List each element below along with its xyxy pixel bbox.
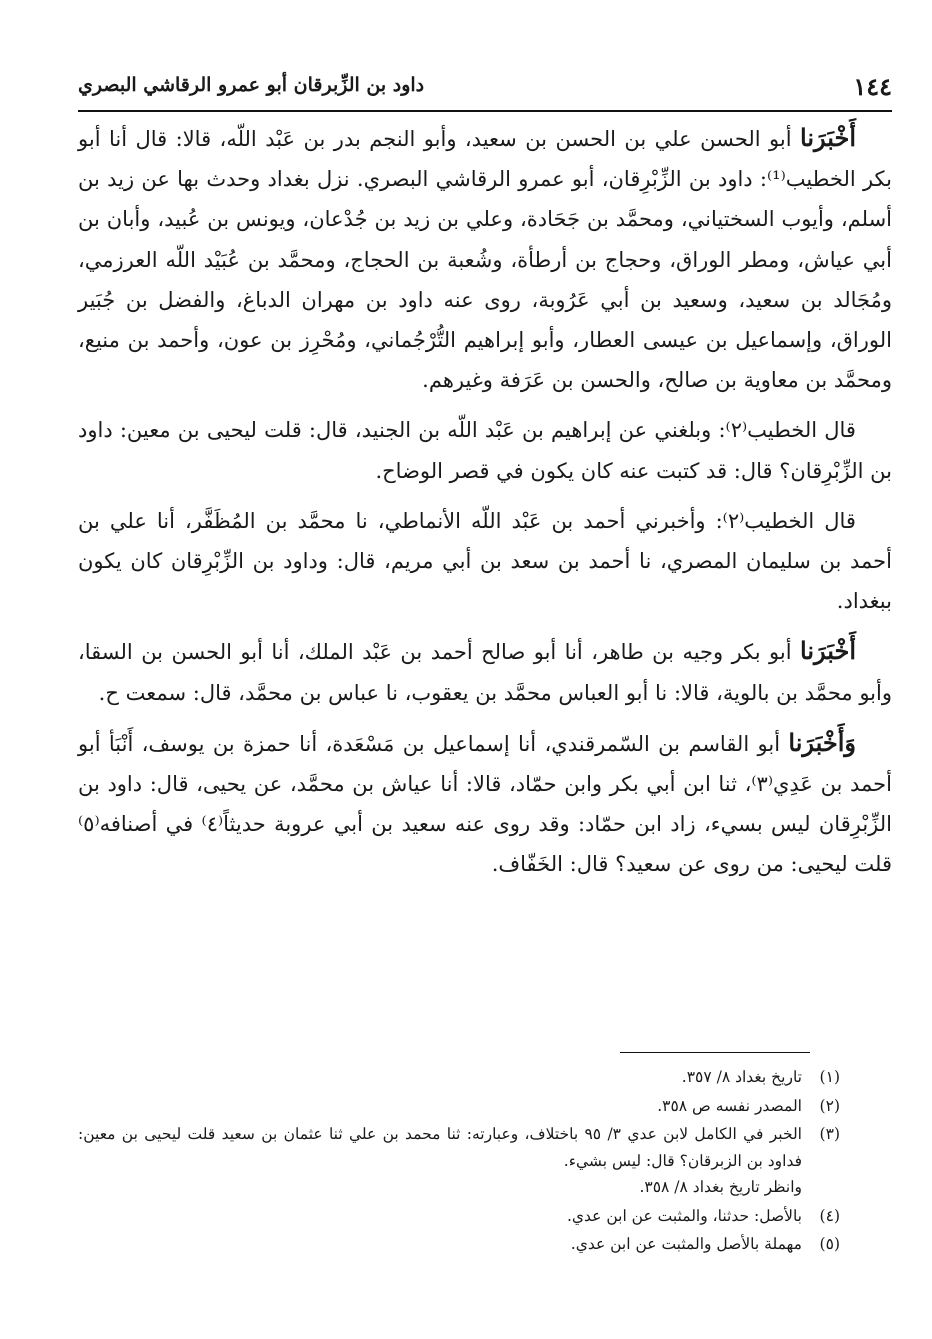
footnote-text [78, 1203, 802, 1230]
footnote-text [78, 1064, 802, 1091]
paragraph [78, 118, 892, 400]
footnote [78, 1093, 840, 1120]
paragraph [78, 631, 892, 712]
paragraph-lead-word: أَخْبَرَنا [800, 123, 856, 152]
footnote-line: المصدر نفسه ص ٣٥٨. [657, 1096, 802, 1115]
footnote-number: (١) [819, 1068, 840, 1086]
footnote [78, 1064, 840, 1091]
footnote [78, 1203, 840, 1230]
paragraph-lead-word: وَأَخْبَرَنا [788, 727, 856, 757]
paragraph [78, 723, 892, 885]
footnote-line: بالأصل: حدثنا، والمثبت عن ابن عدي. [566, 1206, 802, 1225]
running-title: داود بن الزِّبرقان أبو عمرو الرقاشي البصري [78, 74, 425, 96]
footnote-text [78, 1093, 802, 1120]
paragraph-text: أبو بكر وجيه بن طاهر، أنا أبو صالح أحمد بن عَبْد الملك، أنا أبو الحسن بن السقا، وأبو محمَّد بن بالوية، قالا: نا أبو العباس محمَّد بن يعقوب، نا عباس بن محمَّد، قال: سمعت ح. [78, 640, 892, 705]
footnote-line: وانظر تاريخ بغداد ٨/ ٣٥٨. [639, 1178, 802, 1196]
footnote-separator [620, 1052, 810, 1053]
main-text [78, 118, 892, 885]
paragraph [78, 501, 892, 622]
page-number: ١٤٤ [853, 72, 892, 101]
footnotes [78, 1064, 840, 1260]
footnote-text [78, 1121, 802, 1201]
footnote-number: (٣) [819, 1125, 840, 1143]
page-header [78, 70, 892, 112]
footnote-line: مهملة بالأصل والمثبت عن ابن عدي. [570, 1235, 802, 1253]
footnote-number: (٢) [819, 1096, 840, 1115]
footnote [78, 1121, 840, 1201]
paragraph-lead-word: أَخْبَرَنا [800, 636, 856, 666]
paragraph [78, 410, 892, 490]
paragraph-text: قال الخطيب⁽٢⁾: وبلغني عن إبراهيم بن عَبْد اللّه بن الجنيد، قال: قلت ليحيى بن معين: داود بن الزِّبْرِقان؟ قال: قد كتبت عنه كان يكون في قصر الوضاح. [78, 418, 892, 483]
paragraph-text: أبو الحسن علي بن الحسن بن سعيد، وأبو النجم بدر بن عَبْد اللّه، قالا: قال أنا أبو بكر الخطيب⁽¹⁾: داود بن الزِّبْرِقان، أبو عمرو الرقاشي البصري. نزل بغداد وحدث بها عن زيد بن أسلم، وأيوب السختياني، ومحمَّد بن جَحَادة، وعلي بن زيد بن جُدْعان، ويونس بن عُبيد، وأبان بن أبي عياش، ومطر الوراق، وحجاج بن أرطأة، وشُعبة بن الحجاج، ومحمَّد بن عُبَيْد اللّه العرزمي، ومُجَالد بن سعيد، وسعيد بن أبي عَرُوبة، روى عنه داود بن مهران الدباغ، والفضل بن جُبَير الوراق، وإسماعيل بن عيسى العطار، وأبو إبراهيم التُّرْجُماني، ومُحْرِز بن عون، وأحمد بن منيع، ومحمَّد بن معاوية بن صالح، والحسن بن عَرَفة وغيرهم. [78, 127, 892, 393]
paragraph-text: أبو القاسم بن السّمرقندي، أنا إسماعيل بن مَسْعَدة، أنا حمزة بن يوسف، أَنْبَأ أبو أحمد بن عَدِي⁽٣⁾، ثنا ابن أبي بكر وابن حمّاد، قالا: أنا عياش بن محمَّد، عن يحيى، قال: داود بن الزِّبْرِقان ليس بسيء، زاد ابن حمّاد: وقد روى عنه سعيد بن أبي عروبة حديثاً⁽٤⁾ في أصنافه⁽٥⁾ قلت ليحيى: من روى عن سعيد؟ قال: الخَفّاف. [78, 731, 892, 877]
footnote [78, 1231, 840, 1258]
footnote-text [78, 1231, 802, 1258]
footnote-line: تاريخ بغداد ٨/ ٣٥٧. [681, 1068, 802, 1086]
footnote-line: الخبر في الكامل لابن عدي ٣/ ٩٥ باختلاف، وعبارته: ثنا محمد بن علي ثنا عثمان بن سعيد قلت ليحيى بن معين: فداود بن الزبرقان؟ قال: ليس بشيء. [78, 1125, 802, 1170]
footnote-number: (٥) [819, 1235, 840, 1253]
paragraph-text: قال الخطيب⁽٢⁾: وأخبرني أحمد بن عَبْد اللّه الأنماطي، نا محمَّد بن المُظَفَّر، أنا علي بن أحمد بن سليمان المصري، نا أحمد بن سعد بن أبي مريم، قال: وداود بن الزِّبْرِقان كان يكون ببغداد. [78, 508, 892, 614]
footnote-number: (٤) [819, 1206, 840, 1225]
